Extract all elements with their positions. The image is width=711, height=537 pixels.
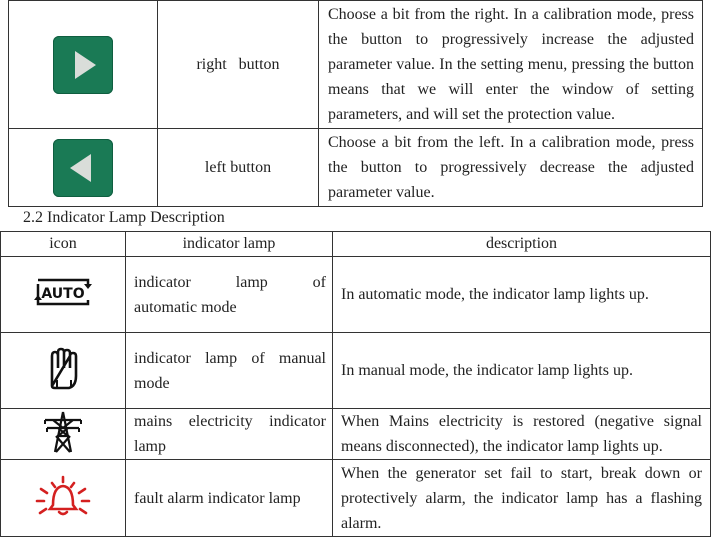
auto-icon xyxy=(30,274,96,310)
power-tower-icon xyxy=(41,410,85,454)
lamp-name-line: indicator lamp of xyxy=(134,273,326,291)
lamp-description: In automatic mode, the indicator lamp lights up. xyxy=(333,257,711,333)
header-icon: icon xyxy=(1,232,126,257)
lamp-description: When Mains electricity is restored (negative signal means disconnected), the indicator lamp lights up. xyxy=(333,409,711,460)
table-header-row xyxy=(1,232,711,257)
indicator-table xyxy=(0,231,711,537)
table-row xyxy=(1,409,711,460)
play-right-icon xyxy=(53,36,113,94)
icon-cell xyxy=(1,460,126,537)
table-row xyxy=(1,257,711,333)
icon-cell xyxy=(1,409,126,460)
lamp-name: mains electricity indicator lamp xyxy=(126,409,333,460)
lamp-name-line: automatic mode xyxy=(134,298,237,316)
table-row xyxy=(1,460,711,537)
button-row-left xyxy=(9,129,703,207)
lamp-description: When the generator set fail to start, break down or protectively alarm, the indicator lamp has a flashing alarm. xyxy=(333,460,711,537)
icon-cell xyxy=(1,257,126,333)
lamp-name xyxy=(126,257,333,333)
header-indicator-lamp: indicator lamp xyxy=(126,232,333,257)
auto-icon-text: AUTO xyxy=(41,286,85,302)
alarm-bell-icon xyxy=(32,473,94,519)
section-title: 2.2 Indicator Lamp Description xyxy=(23,209,225,226)
header-description: description xyxy=(333,232,711,257)
hand-icon xyxy=(43,346,83,390)
button-name: right button xyxy=(158,1,319,129)
button-icon-cell xyxy=(9,129,158,207)
button-description: Choose a bit from the right. In a calibration mode, press the button to progressively increase the adjusted parameter value. In the setting menu, pressing the button means that we will enter the window of setting parameters, and will set the protection value. xyxy=(319,1,703,129)
button-description: Choose a bit from the left. In a calibration mode, press the button to progressively decrease the adjusted parameter value. xyxy=(319,129,703,207)
lamp-name: fault alarm indicator lamp xyxy=(126,460,333,537)
button-table xyxy=(8,0,703,207)
button-name: left button xyxy=(158,129,319,207)
lamp-description: In manual mode, the indicator lamp lights up. xyxy=(333,333,711,409)
icon-cell xyxy=(1,333,126,409)
lamp-name: indicator lamp of manual mode xyxy=(126,333,333,409)
button-icon-cell xyxy=(9,1,158,129)
table-row xyxy=(1,333,711,409)
play-left-icon xyxy=(53,139,113,197)
button-row-right xyxy=(9,1,703,129)
